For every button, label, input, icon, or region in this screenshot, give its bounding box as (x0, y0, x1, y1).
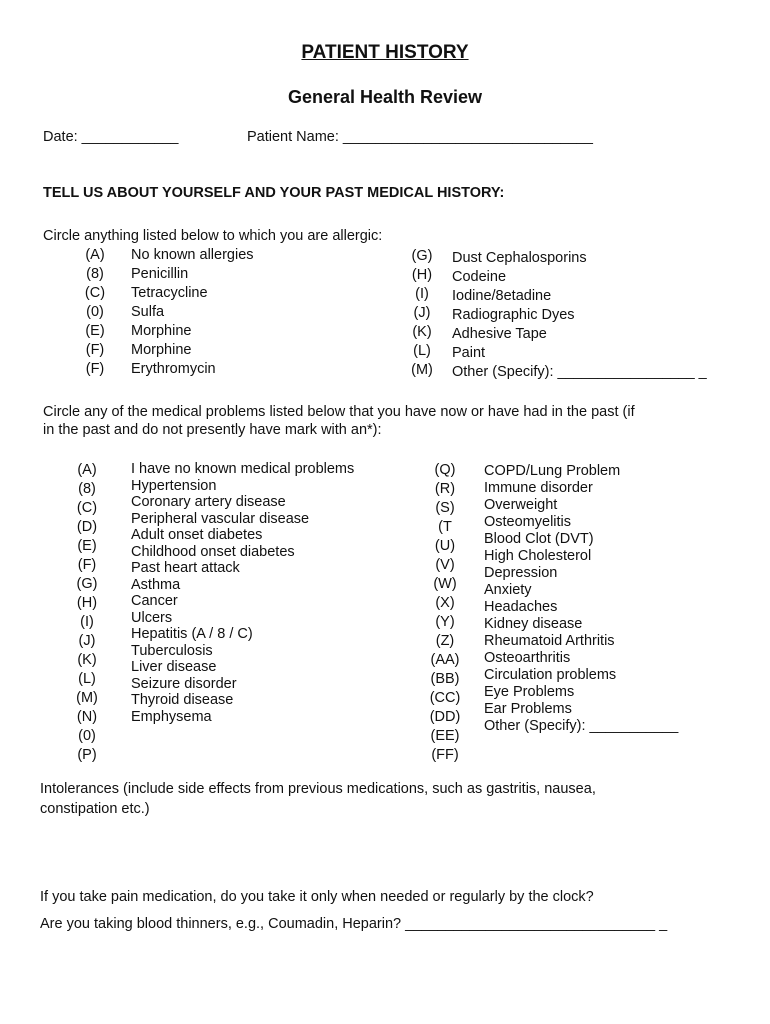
problem-letter: (N) (76, 709, 98, 725)
allergy-item[interactable]: Adhesive Tape (452, 326, 547, 342)
allergy-item[interactable]: Erythromycin (131, 361, 216, 377)
allergy-letter: (L) (413, 343, 431, 359)
problem-letter: (CC) (429, 690, 461, 706)
allergy-letter: (C) (84, 285, 106, 301)
allergy-item[interactable]: No known allergies (131, 247, 254, 263)
problem-letters-right (428, 461, 462, 765)
pain-medication-question: If you take pain medication, do you take it only when needed or regularly by the clock? (40, 889, 594, 905)
problem-item[interactable]: Childhood onset diabetes (131, 543, 295, 560)
problem-letter: (0) (78, 728, 96, 744)
problem-item[interactable]: Adult onset diabetes (131, 527, 263, 543)
problem-letter: (J) (78, 633, 96, 649)
problem-letter: (E) (77, 538, 97, 554)
problem-item[interactable]: Rheumatoid Arthritis (484, 633, 615, 649)
problem-letters-left (72, 461, 102, 765)
allergy-item[interactable]: Dust Cephalosporins (452, 250, 587, 266)
problem-letter: (T (438, 519, 452, 535)
problem-item[interactable]: Hypertension (131, 477, 217, 494)
allergy-letter: (K) (412, 324, 432, 340)
problem-letter: (W) (433, 576, 457, 592)
problem-letter: (BB) (430, 671, 460, 687)
problem-letter: (DD) (429, 709, 461, 725)
problem-item[interactable]: Osteomyelitis (484, 514, 572, 530)
allergy-letter: (8) (86, 266, 104, 282)
problem-letter: (H) (76, 595, 98, 611)
allergy-letter: (I) (415, 286, 429, 302)
allergy-letter: (J) (413, 305, 431, 321)
allergy-item[interactable]: Radiographic Dyes (452, 307, 575, 323)
allergy-letter: (E) (85, 323, 105, 339)
intolerances-line2: constipation etc.) (40, 801, 150, 817)
problem-letter: (L) (78, 671, 96, 687)
allergy-letter: (F) (85, 361, 105, 377)
page-title: PATIENT HISTORY (301, 42, 469, 63)
blood-thinner-question[interactable]: Are you taking blood thinners, e.g., Coumadin, Heparin? _______________________________ _ (40, 916, 668, 932)
problem-letter: (M) (76, 690, 98, 706)
problem-letter: (FF) (431, 747, 459, 763)
problem-letter: (D) (76, 519, 98, 535)
problem-letter: (Z) (435, 633, 455, 649)
allergy-letter: (M) (411, 362, 433, 378)
problem-item[interactable]: Osteoarthritis (484, 650, 571, 666)
problem-letter: (X) (435, 595, 455, 611)
allergy-items-left (131, 247, 254, 377)
problem-letter: (C) (76, 500, 98, 516)
problem-item[interactable]: Hepatitis (A / 8 / C) (131, 626, 253, 642)
allergy-item[interactable]: Tetracycline (131, 285, 208, 301)
section-heading: TELL US ABOUT YOURSELF AND YOUR PAST MEDICAL HISTORY: (43, 185, 505, 201)
problems-prompt-line1: Circle any of the medical problems listed below that you have now or have had in the past (if (43, 404, 635, 420)
problem-item[interactable]: Seizure disorder (131, 675, 237, 692)
problem-item[interactable]: Immune disorder (484, 480, 593, 496)
problem-other-specify[interactable]: Other (Specify): ___________ (484, 718, 679, 734)
allergy-item[interactable]: Paint (452, 345, 486, 361)
problem-item[interactable]: Overweight (484, 497, 558, 513)
problem-item[interactable]: High Cholesterol (484, 548, 592, 564)
problem-item[interactable]: Headaches (484, 599, 558, 615)
problem-letter: (AA) (430, 652, 460, 668)
problem-item[interactable]: Ulcers (131, 609, 173, 626)
allergy-item[interactable]: Codeine (452, 269, 507, 285)
problem-letter: (V) (435, 557, 455, 573)
problem-letter: (S) (435, 500, 455, 516)
allergy-item[interactable]: Sulfa (131, 304, 165, 320)
problem-item[interactable]: Cancer (131, 593, 178, 609)
problem-item[interactable]: I have no known medical problems (131, 461, 355, 477)
problem-item[interactable]: Kidney disease (484, 616, 583, 632)
problem-letter: (I) (80, 614, 94, 630)
intolerances-line1: Intolerances (include side effects from previous medications, such as gastritis, nausea, (40, 781, 596, 797)
allergy-item[interactable]: Morphine (131, 323, 192, 339)
problem-item[interactable]: Coronary artery disease (131, 494, 286, 510)
problem-letter: (P) (77, 747, 97, 763)
problem-letter: (G) (76, 576, 98, 592)
problem-items-left (131, 461, 354, 725)
problem-item[interactable]: Circulation problems (484, 667, 617, 683)
allergy-letter: (G) (411, 248, 433, 264)
problem-item[interactable]: COPD/Lung Problem (484, 463, 621, 479)
problem-letter: (R) (434, 481, 456, 497)
problem-item[interactable]: Ear Problems (484, 701, 572, 717)
problem-item[interactable]: Past heart attack (131, 560, 240, 576)
date-field[interactable]: Date: ____________ (43, 129, 179, 145)
problem-item[interactable]: Emphysema (131, 708, 212, 725)
problem-letter: (Y) (435, 614, 455, 630)
allergy-letters-right (408, 248, 436, 378)
problem-letter: (Q) (434, 462, 456, 478)
allergy-letters-left (80, 247, 110, 377)
problem-item[interactable]: Asthma (131, 576, 181, 593)
problem-letter: (K) (77, 652, 97, 668)
problem-item[interactable]: Peripheral vascular disease (131, 510, 310, 527)
problem-item[interactable]: Tuberculosis (131, 642, 213, 659)
page-subtitle: General Health Review (287, 87, 483, 107)
problem-letter: (A) (77, 462, 97, 478)
allergy-items-right (452, 250, 707, 380)
problem-item[interactable]: Thyroid disease (131, 692, 234, 708)
allergy-letter: (A) (85, 247, 105, 263)
problem-item[interactable]: Depression (484, 565, 558, 581)
problem-letter: (U) (434, 538, 456, 554)
allergy-item[interactable]: Penicillin (131, 266, 189, 282)
patient-name-field[interactable]: Patient Name: _______________________________ (247, 129, 593, 145)
allergy-letter: (F) (85, 342, 105, 358)
allergy-letter: (0) (86, 304, 104, 320)
allergy-letter: (H) (411, 267, 433, 283)
problem-item[interactable]: Anxiety (484, 582, 532, 598)
problem-letter: (F) (77, 557, 97, 573)
allergies-prompt: Circle anything listed below to which you are allergic: (43, 228, 383, 244)
problem-item[interactable]: Blood Clot (DVT) (484, 531, 594, 547)
problem-letter: (8) (78, 481, 96, 497)
problems-prompt-line2: in the past and do not presently have mark with an*): (43, 422, 382, 438)
allergy-other-specify[interactable]: Other (Specify): _________________ _ (452, 364, 707, 380)
allergy-item[interactable]: Morphine (131, 342, 192, 358)
allergy-item[interactable]: Iodine/8etadine (452, 288, 552, 304)
problem-items-right (484, 463, 678, 734)
problem-letter: (EE) (430, 728, 460, 744)
problem-item[interactable]: Liver disease (131, 659, 217, 675)
problem-item[interactable]: Eye Problems (484, 684, 575, 700)
